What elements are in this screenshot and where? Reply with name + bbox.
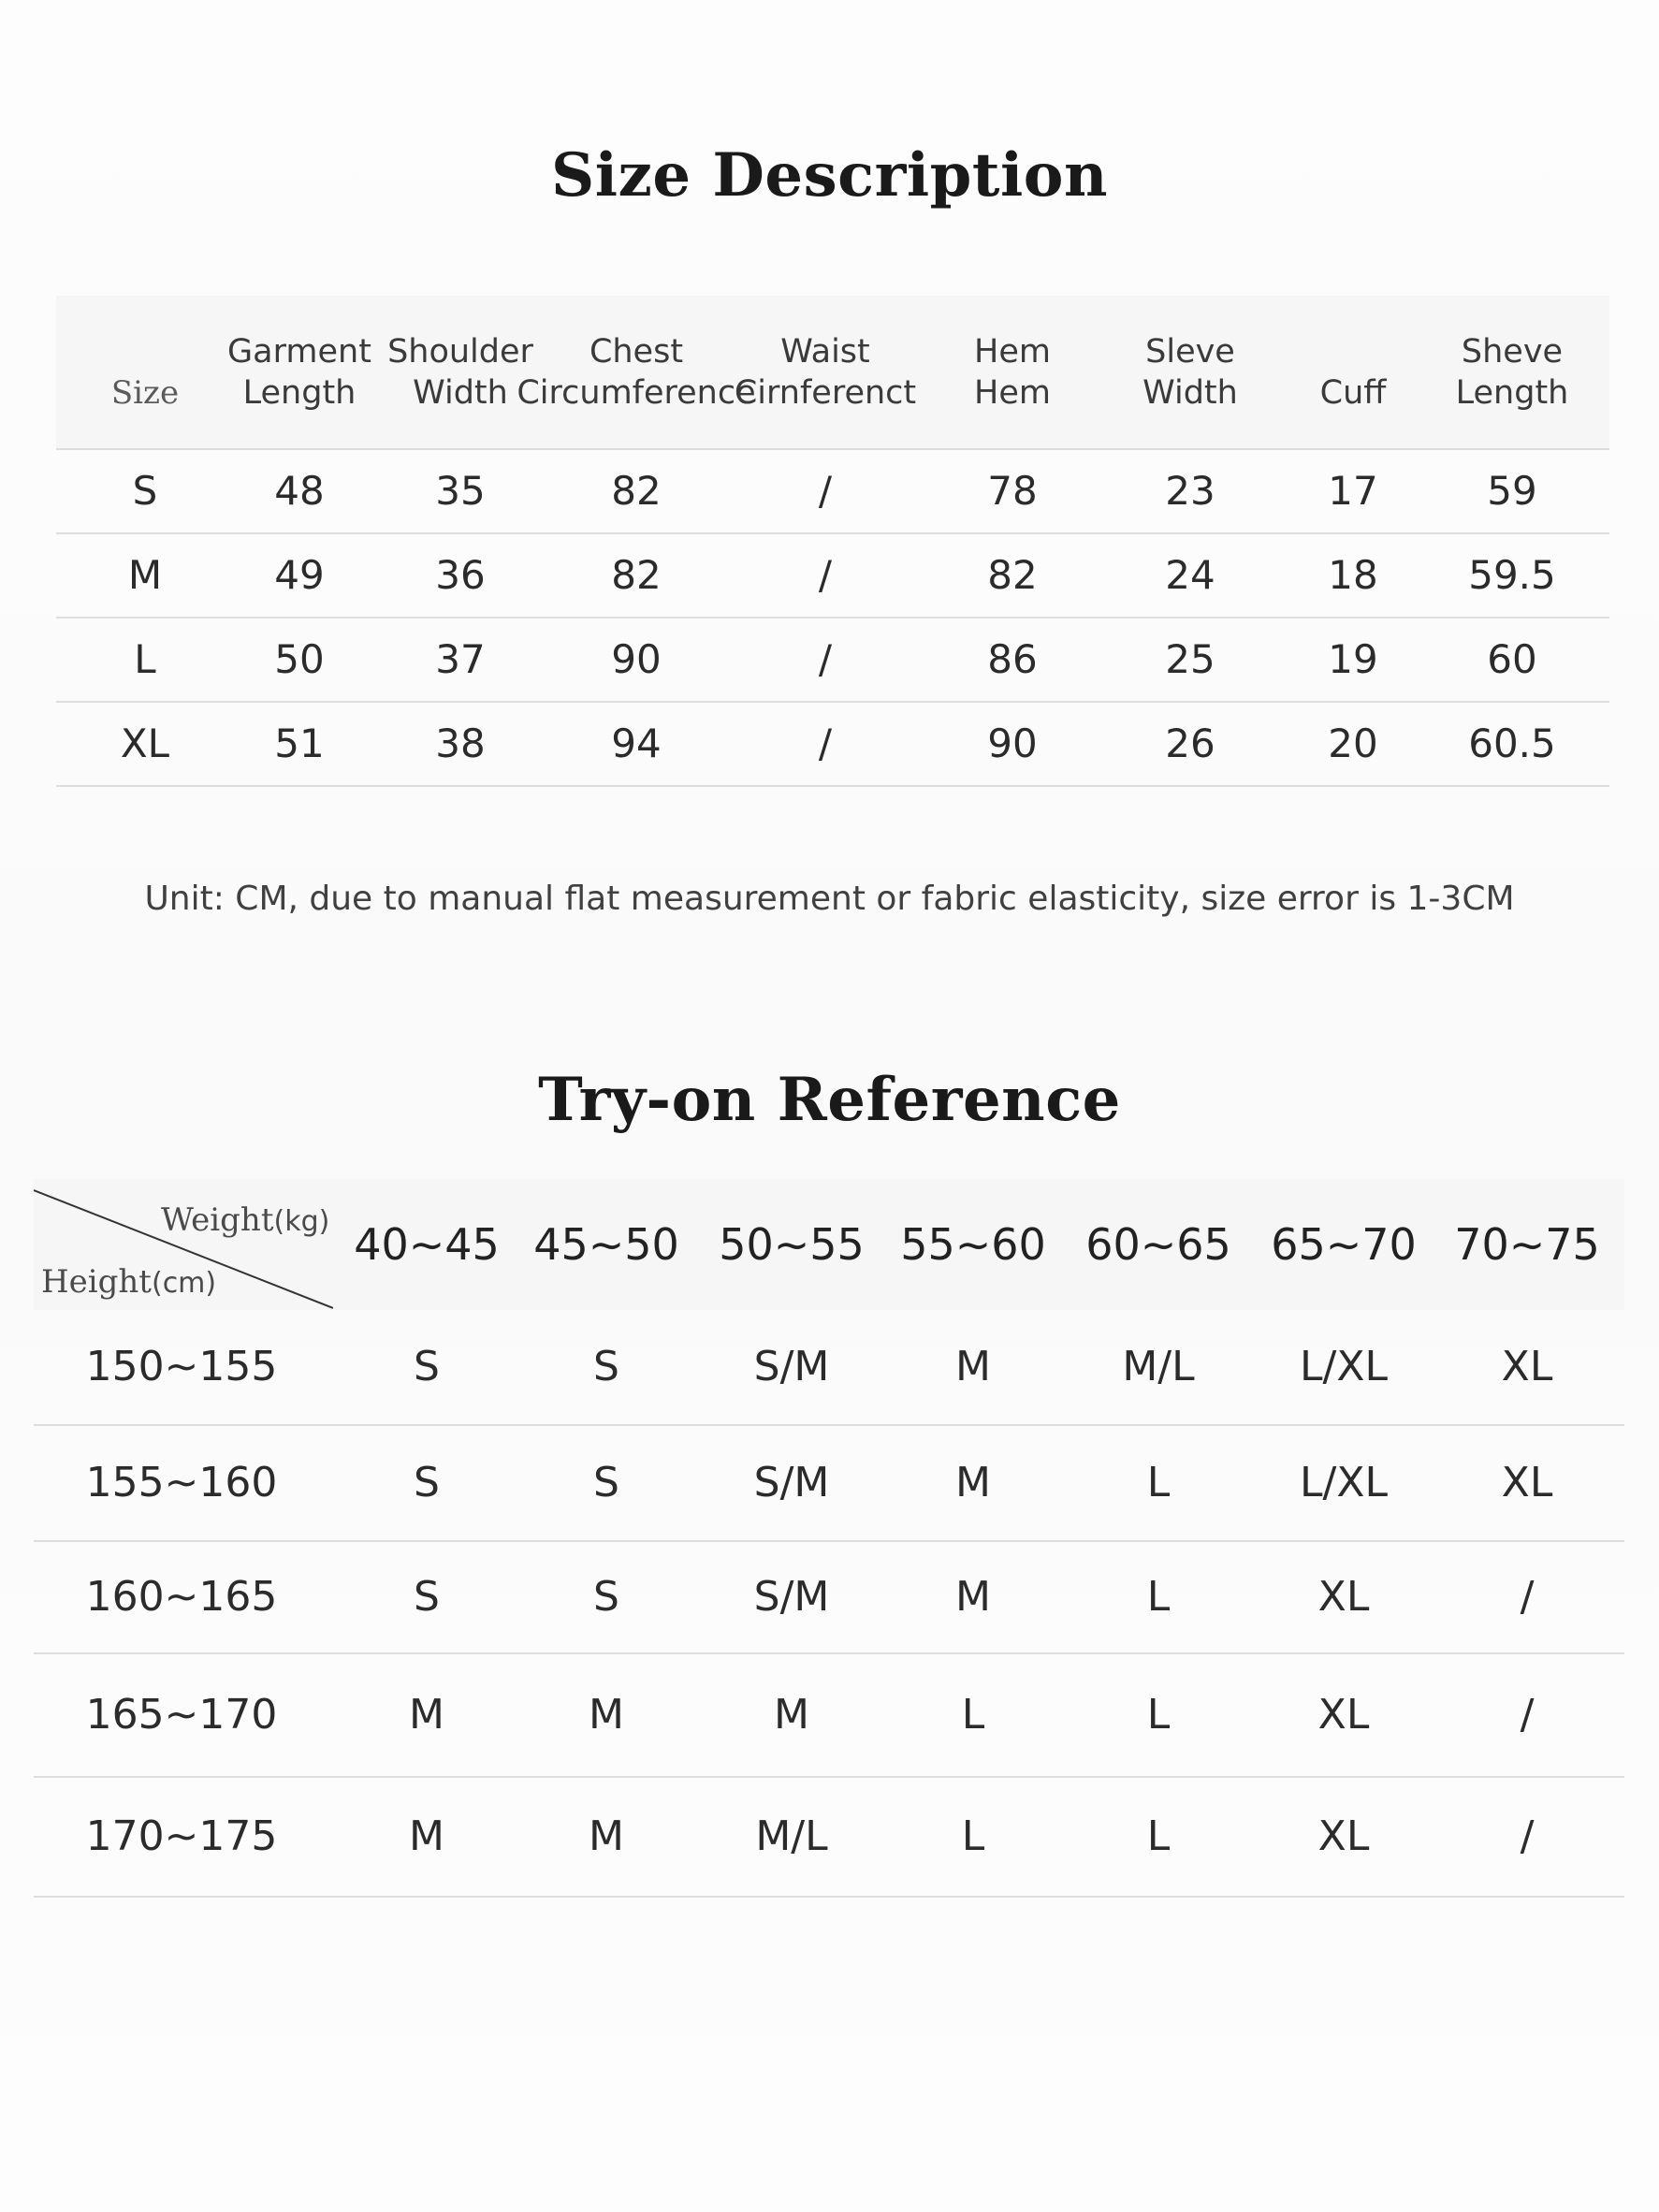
recommended-size-cell: XL (1317, 1691, 1370, 1739)
recommended-size-cell: L (1146, 1459, 1171, 1506)
recommended-size-cell: XL (1317, 1812, 1370, 1860)
weight-range-header: 45~50 (533, 1219, 679, 1270)
recommended-size-cell: S/M (753, 1573, 830, 1621)
cell-garment-length: 49 (274, 552, 325, 598)
table-row (34, 1426, 1624, 1542)
recommended-size-cell: M (409, 1691, 444, 1739)
cell-size: M (127, 552, 163, 598)
table-row (34, 1542, 1624, 1654)
cell-chest-circumference: 82 (611, 468, 662, 514)
header-waist-circumference: Waist Cirnferenct (734, 332, 917, 412)
try-on-reference-title: Try-on Reference (538, 1065, 1121, 1135)
height-label: Height (41, 1263, 152, 1301)
recommended-size-cell: S (593, 1459, 619, 1506)
cell-shoulder-width: 38 (435, 720, 486, 766)
cell-garment-length: 48 (274, 468, 325, 514)
height-axis-label (41, 1263, 216, 1301)
recommended-size-cell: / (1520, 1573, 1535, 1621)
measurement-note: Unit: CM, due to manual flat measurement or fabric elasticity, size error is 1-3CM (144, 880, 1515, 918)
recommended-size-cell: XL (1317, 1573, 1370, 1621)
cell-size: XL (120, 720, 170, 766)
cell-sleeve-length: 59.5 (1468, 552, 1556, 598)
cell-hem: 90 (987, 720, 1038, 766)
cell-sleeve-length: 60.5 (1468, 720, 1556, 766)
cell-sleeve-width: 24 (1165, 552, 1215, 598)
height-range-cell: 170~175 (85, 1812, 278, 1860)
cell-cuff: 19 (1328, 636, 1378, 682)
table-row (34, 1654, 1624, 1778)
weight-label: Weight (161, 1201, 274, 1239)
recommended-size-cell: S/M (753, 1343, 830, 1390)
cell-cuff: 18 (1328, 552, 1378, 598)
table-row (56, 618, 1609, 703)
recommended-size-cell: / (1520, 1812, 1535, 1860)
recommended-size-cell: L (961, 1812, 985, 1860)
recommended-size-cell: S (593, 1343, 619, 1390)
table-row (34, 1778, 1624, 1898)
recommended-size-cell: / (1520, 1691, 1535, 1739)
cell-hem: 78 (987, 468, 1038, 514)
recommended-size-cell: M/L (755, 1812, 828, 1860)
header-sleeve-length: Sheve Length (1455, 332, 1569, 412)
cell-sleeve-width: 25 (1165, 636, 1215, 682)
height-range-cell: 155~160 (85, 1459, 278, 1506)
cell-garment-length: 51 (274, 720, 325, 766)
weight-range-header: 60~65 (1085, 1219, 1231, 1270)
recommended-size-cell: M (955, 1459, 991, 1506)
recommended-size-cell: L (1146, 1812, 1171, 1860)
recommended-size-cell: S/M (753, 1459, 830, 1506)
cell-sleeve-width: 23 (1165, 468, 1215, 514)
height-range-cell: 165~170 (85, 1691, 278, 1739)
table-row (56, 450, 1609, 534)
cell-waist-circumference: / (818, 468, 833, 514)
recommended-size-cell: M (589, 1691, 624, 1739)
table-row (56, 703, 1609, 787)
cell-cuff: 20 (1328, 720, 1378, 766)
recommended-size-cell: XL (1501, 1459, 1553, 1506)
cell-garment-length: 50 (274, 636, 325, 682)
cell-cuff: 17 (1328, 468, 1378, 514)
weight-axis-label (161, 1201, 329, 1239)
weight-height-corner-cell (34, 1188, 333, 1310)
height-range-cell: 150~155 (85, 1343, 278, 1390)
table-row (56, 534, 1609, 618)
header-shoulder-width: Shoulder Width (387, 332, 533, 412)
recommended-size-cell: L (1146, 1691, 1171, 1739)
cell-chest-circumference: 90 (611, 636, 662, 682)
cell-sleeve-width: 26 (1165, 720, 1215, 766)
recommended-size-cell: L (1146, 1573, 1171, 1621)
size-table-header (56, 296, 1609, 450)
recommended-size-cell: S (414, 1573, 440, 1621)
header-sleeve-width: Sleve Width (1142, 332, 1238, 412)
recommended-size-cell: XL (1501, 1343, 1553, 1390)
cell-hem: 86 (987, 636, 1038, 682)
cell-size: S (132, 468, 158, 514)
header-cuff: Cuff (1319, 373, 1387, 412)
weight-range-header: 70~75 (1454, 1219, 1600, 1270)
cell-shoulder-width: 35 (435, 468, 486, 514)
cell-shoulder-width: 37 (435, 636, 486, 682)
cell-waist-circumference: / (818, 720, 833, 766)
header-hem: Hem Hem (974, 332, 1051, 412)
cell-sleeve-length: 59 (1487, 468, 1537, 514)
recommended-size-cell: S (414, 1343, 440, 1390)
height-unit: (cm) (151, 1267, 217, 1300)
recommended-size-cell: L (961, 1691, 985, 1739)
recommended-size-cell: M (589, 1812, 624, 1860)
cell-hem: 82 (987, 552, 1038, 598)
cell-chest-circumference: 94 (611, 720, 662, 766)
cell-chest-circumference: 82 (611, 552, 662, 598)
recommended-size-cell: L/XL (1300, 1459, 1388, 1506)
recommended-size-cell: S (593, 1573, 619, 1621)
header-chest-circumference: Chest Circumference (517, 332, 756, 412)
size-description-table (56, 296, 1609, 787)
weight-range-header: 40~45 (354, 1219, 500, 1270)
cell-waist-circumference: / (818, 636, 833, 682)
header-garment-length: Garment Length (227, 332, 371, 412)
weight-range-header: 55~60 (900, 1219, 1046, 1270)
size-description-title: Size Description (551, 140, 1108, 211)
table-row (34, 1310, 1624, 1426)
recommended-size-cell: M (955, 1343, 991, 1390)
try-on-table-header (34, 1179, 1624, 1310)
cell-shoulder-width: 36 (435, 552, 486, 598)
recommended-size-cell: M (955, 1573, 991, 1621)
weight-range-header: 65~70 (1271, 1219, 1417, 1270)
recommended-size-cell: M/L (1122, 1343, 1195, 1390)
cell-sleeve-length: 60 (1487, 636, 1537, 682)
height-range-cell: 160~165 (85, 1573, 278, 1621)
cell-size: L (134, 636, 156, 682)
header-size: Size (110, 373, 180, 412)
weight-unit: (kg) (273, 1205, 330, 1238)
recommended-size-cell: M (409, 1812, 444, 1860)
weight-range-header: 50~55 (719, 1219, 865, 1270)
recommended-size-cell: L/XL (1300, 1343, 1388, 1390)
cell-waist-circumference: / (818, 552, 833, 598)
recommended-size-cell: M (774, 1691, 809, 1739)
recommended-size-cell: S (414, 1459, 440, 1506)
try-on-reference-table (34, 1179, 1624, 1898)
